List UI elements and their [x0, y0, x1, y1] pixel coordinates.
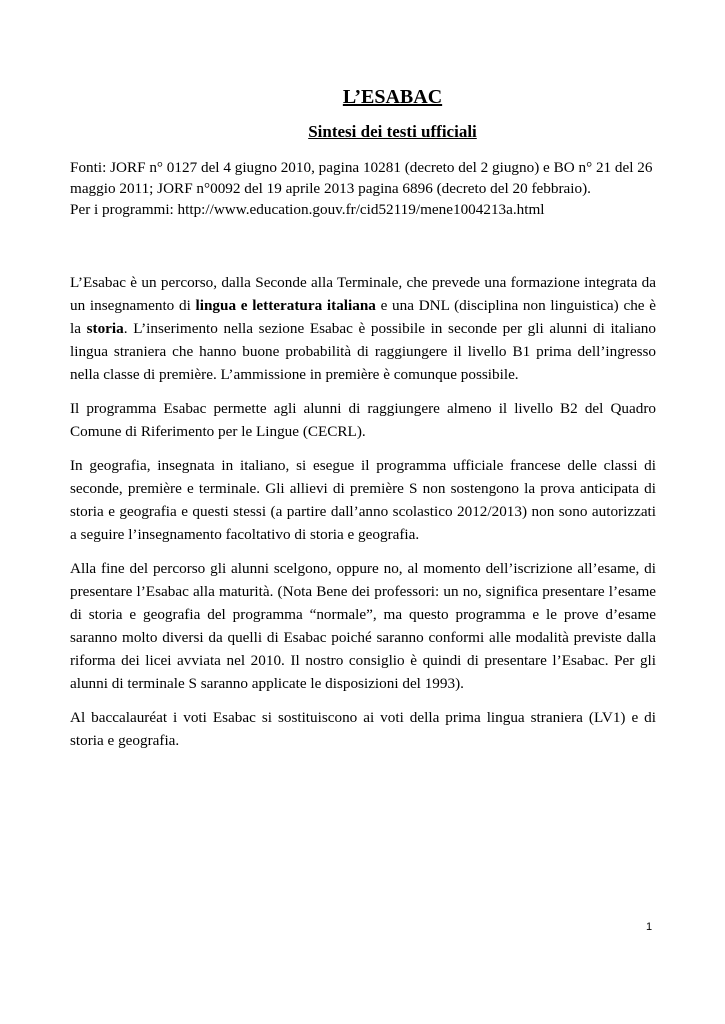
- paragraph-intro-part2: e una DNL (disciplina non linguistica) che è la: [70, 297, 656, 337]
- page-number: 1: [646, 921, 653, 933]
- paragraph-level: Il programma Esabac permette agli alunni di raggiungere almeno il livello B2 del Quadro Comune di Riferimento per le Lingue (CECRL).: [70, 400, 656, 440]
- sources-programs-link: Per i programmi: http://www.education.gouv.fr/cid52119/mene1004213a.html: [70, 201, 545, 218]
- paragraph-geography: In geografia, insegnata in italiano, si esegue il programma ufficiale francese delle classi di seconde, première e terminale. Gli allievi di première S non sostengono la prova anticipata di storia e geografia e questi stessi (a partire dall’anno scolastico 2012/2013) non sono autorizzati a seguire l’insegnamento facoltativo di storia e geografia.: [70, 457, 656, 543]
- sources-block: [70, 157, 660, 220]
- paragraph-intro-bold-language: lingua e letteratura italiana: [195, 297, 376, 314]
- body-text: [70, 271, 656, 763]
- paragraph-exam-choice: Alla fine del percorso gli alunni scelgono, oppure no, al momento dell’iscrizione all’esame, di presentare l’Esabac alla maturità. (Nota Bene dei professori: un no, significa presentare l’esame di storia e geografia del programma “normale”, ma questo programma e le prove d’esame saranno molto diversi da quelli di Esabac poiché saranno conformi alle modalità previste dalla riforma dei licei avviata nel 2010. Il nostro consiglio è quindi di presentare l’Esabac. Per gli alunni di terminale S saranno applicate le disposizioni del 1993).: [70, 560, 656, 692]
- document-title: L’ESABAC: [342, 86, 443, 108]
- paragraph-intro-part3: . L’inserimento nella sezione Esabac è possibile in seconde per gli alunni di italiano lingua straniera che hanno buone probabilità di raggiungere il livello B1 prima dell’ingresso nella classe di première. L’ammissione in première è comunque possibile.: [70, 320, 656, 383]
- paragraph-intro-bold-history: storia: [86, 320, 124, 337]
- document-subtitle: Sintesi dei testi ufficiali: [308, 122, 477, 141]
- paragraph-baccalaureat: Al baccalauréat i voti Esabac si sostituiscono ai voti della prima lingua straniera (LV1) e di storia e geografia.: [70, 709, 656, 749]
- paragraph-intro: [70, 271, 656, 386]
- paragraph-intro-part1: L’Esabac è un percorso, dalla Seconde alla Terminale, che prevede una formazione integrata da un insegnamento di: [70, 274, 656, 314]
- sources-citation: Fonti: JORF n° 0127 del 4 giugno 2010, pagina 10281 (decreto del 2 giugno) e BO n° 21 del 26 maggio 2011; JORF n°0092 del 19 aprile 2013 pagina 6896 (decreto del 20 febbraio).: [70, 159, 653, 197]
